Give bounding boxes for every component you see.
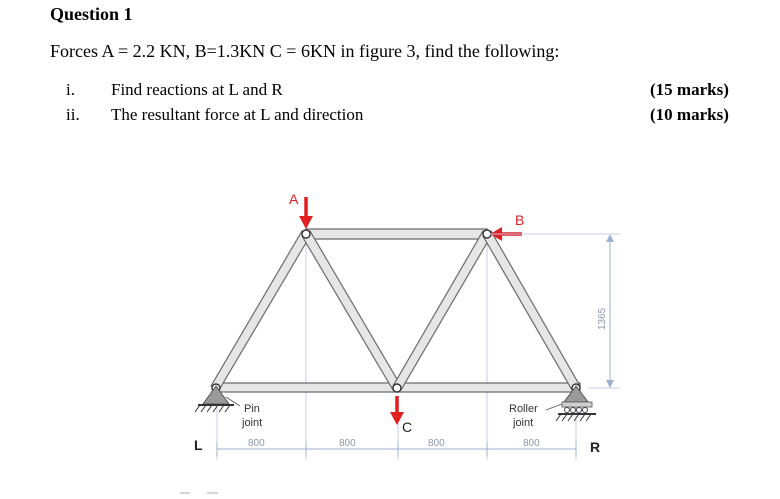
- item-number: i.: [66, 80, 75, 99]
- item-text: Find reactions at L and R: [111, 80, 283, 99]
- force-b-label: B: [515, 212, 525, 228]
- question-title: Question 1: [50, 4, 133, 24]
- dimension-span-3: 800: [428, 438, 445, 449]
- item-marks: (10 marks): [650, 105, 729, 124]
- support-label-l: L: [194, 437, 203, 453]
- question-intro: Forces A = 2.2 KN, B=1.3KN C = 6KN in figure 3, find the following:: [50, 41, 560, 61]
- joint-top-right: [483, 230, 491, 238]
- force-a-label: A: [289, 191, 299, 207]
- diagonal-l2: [302, 231, 401, 390]
- item-number: ii.: [66, 105, 80, 124]
- diagonal-r1: [393, 231, 491, 390]
- item-text: The resultant force at L and direction: [111, 105, 364, 124]
- support-label-r: R: [590, 439, 601, 455]
- roller-leader-line: [546, 404, 562, 410]
- joint-mid: [393, 384, 401, 392]
- dimension-span-2: 800: [339, 438, 356, 449]
- pin-joint-label-line2: joint: [242, 417, 263, 429]
- roller-joint-label-line2: joint: [513, 417, 534, 429]
- dimension-span-1: 800: [248, 438, 265, 449]
- top-chord: [306, 229, 487, 239]
- joint-top-left: [302, 230, 310, 238]
- diagonal-r2: [483, 231, 580, 390]
- pin-joint-label-line1: Pin: [244, 403, 260, 415]
- diagonal-l1: [211, 231, 310, 390]
- joints: [212, 230, 580, 392]
- force-c-label: C: [402, 419, 413, 435]
- dimension-span-4: 800: [523, 438, 540, 449]
- roller-joint-label-line1: Roller: [509, 403, 538, 415]
- force-a-arrow: [299, 197, 313, 229]
- dimension-height: 1365: [597, 307, 608, 330]
- item-marks: (15 marks): [650, 80, 729, 99]
- truss-members: [211, 229, 580, 392]
